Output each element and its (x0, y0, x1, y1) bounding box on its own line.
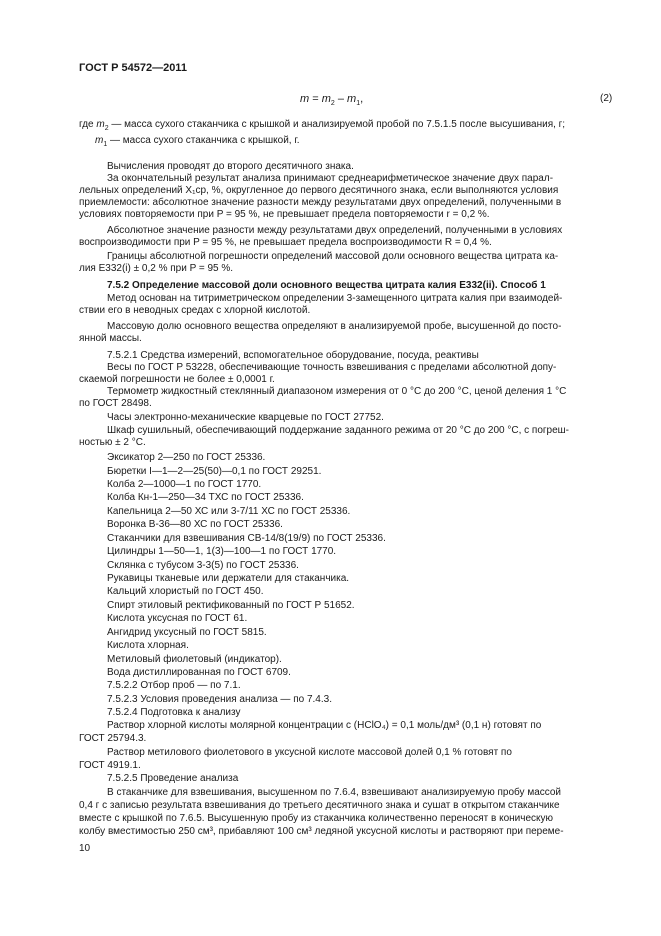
text-line: Цилиндры 1—50—1, 1(3)—100—1 по ГОСТ 1770. (107, 546, 337, 557)
text-line: Кислота уксусная по ГОСТ 61. (107, 613, 248, 624)
text-line: вместе с крышкой по 7.6.5. Высушенную пробу из стаканчика количественно переносят в коническую (79, 813, 554, 824)
text-line: по ГОСТ 28498. (79, 398, 152, 409)
text-line: Метиловый фиолетовый (индикатор). (107, 654, 282, 665)
text-line: Колба 2—1000—1 по ГОСТ 1770. (107, 479, 262, 490)
text-line: Колба Кн-1—250—34 ТХС по ГОСТ 25336. (107, 492, 304, 503)
text-line: ГОСТ 4919.1. (79, 760, 141, 771)
text-line: Раствор хлорной кислоты молярной концентрации с (HClO₄) = 0,1 моль/дм³ (0,1 н) готовят по (107, 720, 542, 731)
text-line: колбу вместимостью 250 см³, прибавляют 100 см³ ледяной уксусной кислоты и растворяют при переме- (79, 826, 564, 837)
text-line: Часы электронно-механические кварцевые по ГОСТ 27752. (107, 412, 384, 423)
text-line: янной массы. (79, 333, 142, 344)
text-line: Вода дистиллированная по ГОСТ 6709. (107, 667, 291, 678)
text-line: Границы абсолютной погрешности определений массовой доли основного вещества цитрата ка- (107, 251, 559, 262)
text-line: Воронка В-36—80 ХС по ГОСТ 25336. (107, 519, 283, 530)
text-line: Спирт этиловый ректификованный по ГОСТ Р 51652. (107, 600, 355, 611)
formula: $m = m_2 - m_1$, (300, 93, 364, 108)
text-line: ГОСТ 25794.3. (79, 733, 147, 744)
text-line: Бюретки I—1—2—25(50)—0,1 по ГОСТ 29251. (107, 466, 322, 477)
where-line: где $m_2$ — масса сухого стаканчика с крышкой и анализируемой пробой по 7.5.1.5 после высушивания, г; (79, 119, 566, 132)
text-line: воспроизводимости при P = 95 %, не превышает предела воспроизводимости R = 0,4 %. (79, 237, 492, 248)
text-line: Абсолютное значение разности между результатами двух определений, полученными в условиях (107, 225, 563, 236)
text-line: 7.5.2.5 Проведение анализа (107, 773, 239, 784)
text-line: приемлемости: абсолютное значение разности между результатами двух определений, полученными в (79, 197, 562, 208)
text-line: Метод основан на титриметрическом определении 3-замещенного цитрата калия при взаимодей- (107, 293, 563, 304)
text-line: Вычисления проводят до второго десятичного знака. (107, 161, 354, 172)
document-header: ГОСТ Р 54572—2011 (79, 62, 187, 74)
page-number: 10 (79, 843, 91, 854)
text-line: Эксикатор 2—250 по ГОСТ 25336. (107, 452, 266, 463)
text-line: 7.5.2.1 Средства измерений, вспомогательное оборудование, посуда, реактивы (107, 350, 479, 361)
text-line: 7.5.2.3 Условия проведения анализа — по 7.4.3. (107, 694, 332, 705)
text-line: Весы по ГОСТ Р 53228, обеспечивающие точность взвешивания с пределами абсолютной допу- (107, 362, 557, 373)
text-line: Стаканчики для взвешивания СВ-14/8(19/9) по ГОСТ 25336. (107, 533, 386, 544)
text-line: Ангидрид уксусный по ГОСТ 5815. (107, 627, 267, 638)
text-line: 7.5.2.2 Отбор проб — по 7.1. (107, 680, 241, 691)
text-line: лельных определений X₁ср, %, округленное до первого десятичного знака, если выполняются условия (79, 185, 559, 196)
text-line: Склянка с тубусом 3-3(5) по ГОСТ 25336. (107, 560, 299, 571)
text-line: В стаканчике для взвешивания, высушенном по 7.6.4, взвешивают анализируемую пробу массой (107, 787, 562, 798)
text-line: Массовую долю основного вещества определяют в анализируемой пробе, высушенной до посто- (107, 321, 562, 332)
text-line: Шкаф сушильный, обеспечивающий поддержание заданного режима от 20 °С до 200 °С, с погреш- (107, 425, 570, 436)
text-line: Термометр жидкостный стеклянный диапазоном измерения от 0 °С до 200 °С, ценой деления 1 °С (107, 386, 567, 397)
text-line: За окончательный результат анализа принимают среднеарифметическое значение двух парал- (107, 173, 554, 184)
text-line: ствии его в неводных средах с хлорной кислотой. (79, 305, 311, 316)
text-line: Кальций хлористый по ГОСТ 450. (107, 586, 264, 597)
where-line: $m_1$ — масса сухого стаканчика с крышкой, г. (95, 135, 300, 148)
text-line: условиях повторяемости при P = 95 %, не превышает предела повторяемости r = 0,2 %. (79, 209, 490, 220)
text-line: 7.5.2.4 Подготовка к анализу (107, 707, 241, 718)
text-line: 7.5.2 Определение массовой доли основного вещества цитрата калия Е332(ii). Способ 1 (107, 280, 546, 291)
text-line: Раствор метилового фиолетового в уксусной кислоте массовой долей 0,1 % готовят по (107, 747, 512, 758)
formula-number: (2) (600, 93, 613, 104)
text-line: лия Е332(i) ± 0,2 % при P = 95 %. (79, 263, 234, 274)
text-line: Капельница 2—50 ХС или 3-7/11 ХС по ГОСТ 25336. (107, 506, 351, 517)
text-line: 0,4 г с записью результата взвешивания до третьего десятичного знака и сушат в открытом стаканчике (79, 800, 560, 811)
text-line: ностью ± 2 °С. (79, 437, 146, 448)
text-line: скаемой погрешности не более ± 0,0001 г. (79, 374, 275, 385)
text-line: Кислота хлорная. (107, 640, 189, 651)
text-line: Рукавицы тканевые или держатели для стаканчика. (107, 573, 350, 584)
